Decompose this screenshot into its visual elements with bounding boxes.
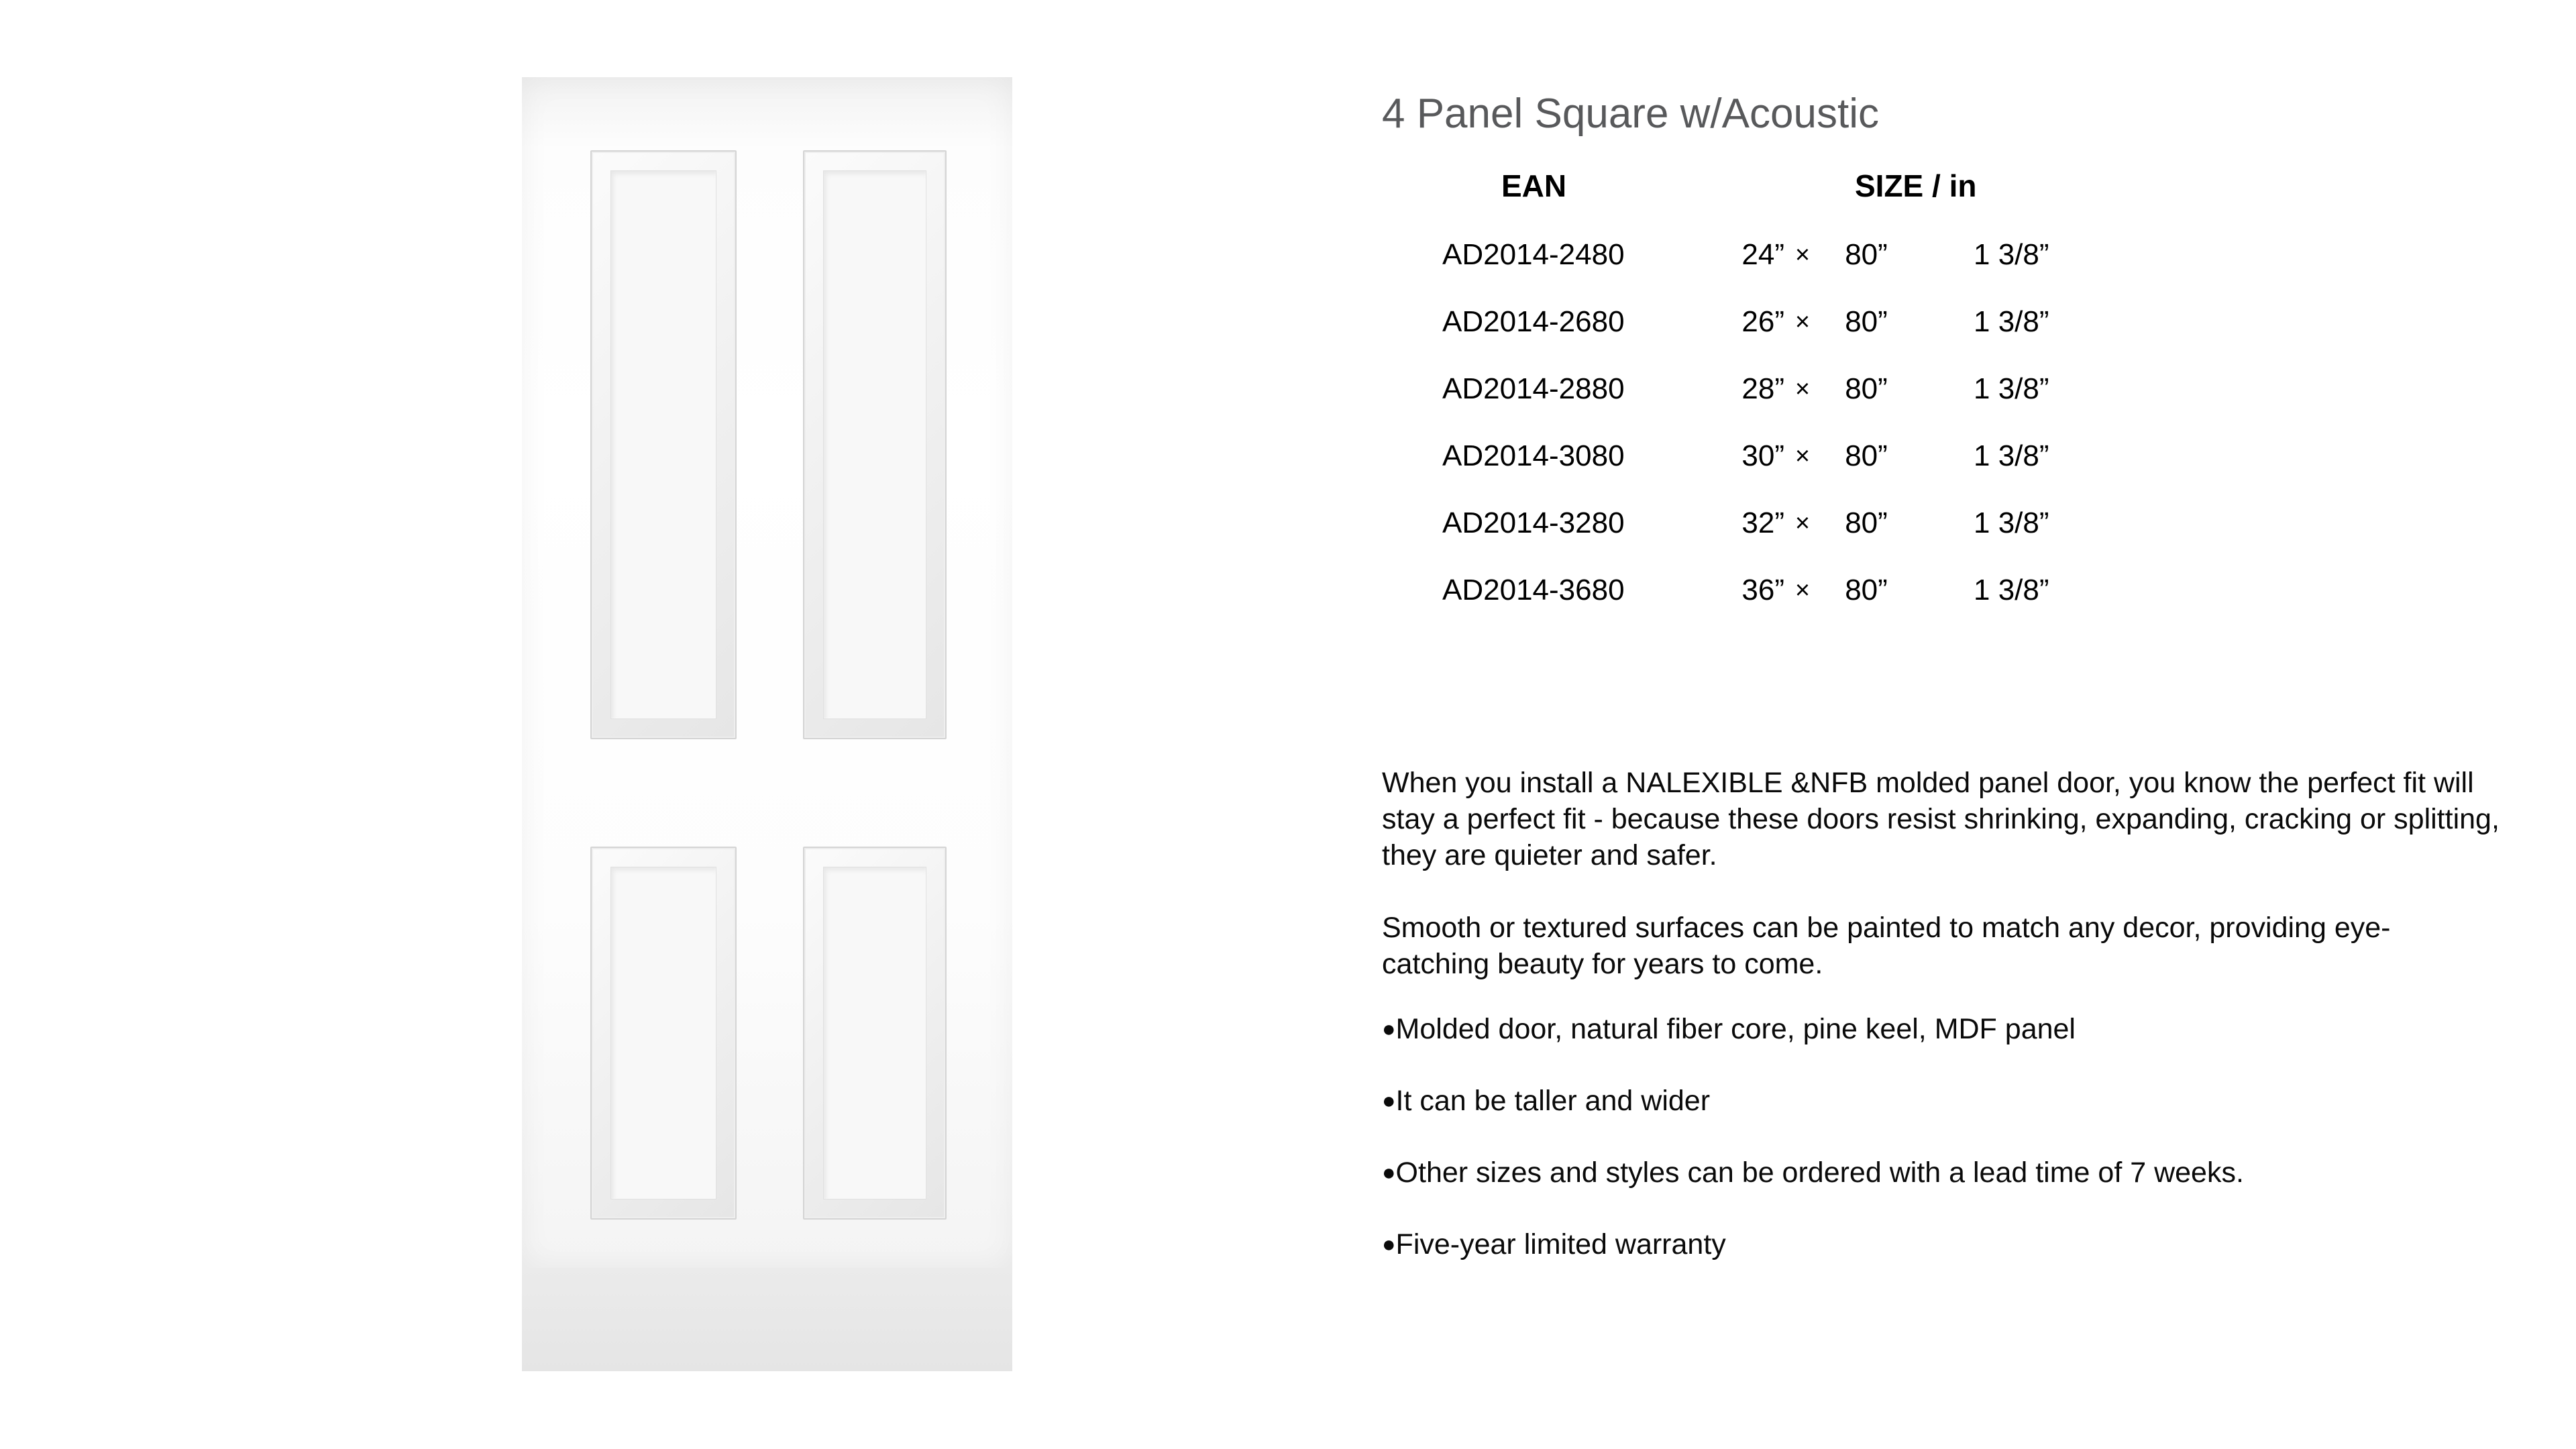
paragraph-line: catching beauty for years to come. — [1382, 948, 1823, 980]
feature-list — [1382, 1014, 2244, 1301]
door-width: 30” — [1741, 439, 1784, 472]
table-row — [1442, 423, 2086, 490]
table-header-size: SIZE / in — [1855, 168, 1977, 203]
times-symbol: × — [1794, 308, 1811, 336]
table-row — [1442, 221, 2086, 288]
door-height: 80” — [1845, 372, 1888, 405]
door-width: 28” — [1741, 372, 1784, 405]
times-symbol: × — [1794, 442, 1811, 470]
ean-code: AD2014-2680 — [1442, 305, 1625, 338]
bullet-icon: ● — [1382, 1232, 1396, 1257]
bullet-icon: ● — [1382, 1016, 1396, 1042]
door-panel-field — [823, 867, 926, 1199]
table-row — [1442, 557, 2086, 624]
door-height: 80” — [1845, 439, 1888, 472]
door-height: 80” — [1845, 305, 1888, 338]
ean-code: AD2014-3280 — [1442, 506, 1625, 539]
table-row — [1442, 356, 2086, 423]
door-height: 80” — [1845, 506, 1888, 539]
door-width: 36” — [1741, 574, 1784, 606]
door-width: 24” — [1741, 238, 1784, 271]
ean-code: AD2014-3080 — [1442, 439, 1625, 472]
feature-text: Five-year limited warranty — [1395, 1228, 1726, 1260]
door-width: 26” — [1741, 305, 1784, 338]
ean-code: AD2014-2480 — [1442, 238, 1625, 271]
ean-code: AD2014-2880 — [1442, 372, 1625, 405]
description-paragraph-2 — [1382, 910, 2390, 982]
times-symbol: × — [1794, 375, 1811, 403]
list-item — [1382, 1230, 2244, 1259]
feature-text: Molded door, natural fiber core, pine keel, MDF panel — [1395, 1013, 2076, 1045]
paragraph-line: they are quieter and safer. — [1382, 839, 1717, 871]
door-thickness: 1 3/8” — [1974, 372, 2049, 405]
door-thickness: 1 3/8” — [1974, 305, 2049, 338]
door-thickness: 1 3/8” — [1974, 238, 2049, 271]
feature-text: Other sizes and styles can be ordered with a lead time of 7 weeks. — [1395, 1157, 2244, 1189]
ean-code: AD2014-3680 — [1442, 574, 1625, 606]
door-thickness: 1 3/8” — [1974, 506, 2049, 539]
bullet-icon: ● — [1382, 1160, 1396, 1185]
list-item — [1382, 1158, 2244, 1187]
paragraph-line: Smooth or textured surfaces can be painted to match any decor, providing eye- — [1382, 912, 2391, 944]
door-panel-top-left — [590, 150, 737, 739]
door-height: 80” — [1845, 574, 1888, 606]
door-thickness: 1 3/8” — [1974, 439, 2049, 472]
times-symbol: × — [1794, 509, 1811, 537]
door-height: 80” — [1845, 238, 1888, 271]
door-panel-bottom-left — [590, 847, 737, 1220]
times-symbol: × — [1794, 576, 1811, 604]
paragraph-line: When you install a NALEXIBLE &NFB molded panel door, you know the perfect fit will — [1382, 767, 2474, 799]
list-item — [1382, 1086, 2244, 1116]
feature-text: It can be taller and wider — [1395, 1085, 1711, 1117]
door-panel-top-right — [803, 150, 947, 739]
list-item — [1382, 1014, 2244, 1044]
paragraph-line: stay a perfect fit - because these doors resist shrinking, expanding, cracking or splitting, — [1382, 803, 2500, 835]
photo-background-floor — [522, 1268, 1012, 1371]
door-panel-field — [610, 170, 716, 719]
size-spec-table — [1442, 221, 2086, 624]
door-thickness: 1 3/8” — [1974, 574, 2049, 606]
page-title: 4 Panel Square w/Acoustic — [1382, 91, 1879, 137]
door-panel-field — [610, 867, 716, 1199]
door-panel-bottom-right — [803, 847, 947, 1220]
table-row — [1442, 288, 2086, 356]
times-symbol: × — [1794, 241, 1811, 269]
door-panel-field — [823, 170, 926, 719]
door-product-photo — [522, 77, 1012, 1371]
table-header-ean: EAN — [1501, 168, 1567, 203]
table-row — [1442, 490, 2086, 557]
bullet-icon: ● — [1382, 1088, 1396, 1114]
door-width: 32” — [1741, 506, 1784, 539]
description-paragraph-1 — [1382, 765, 2500, 873]
